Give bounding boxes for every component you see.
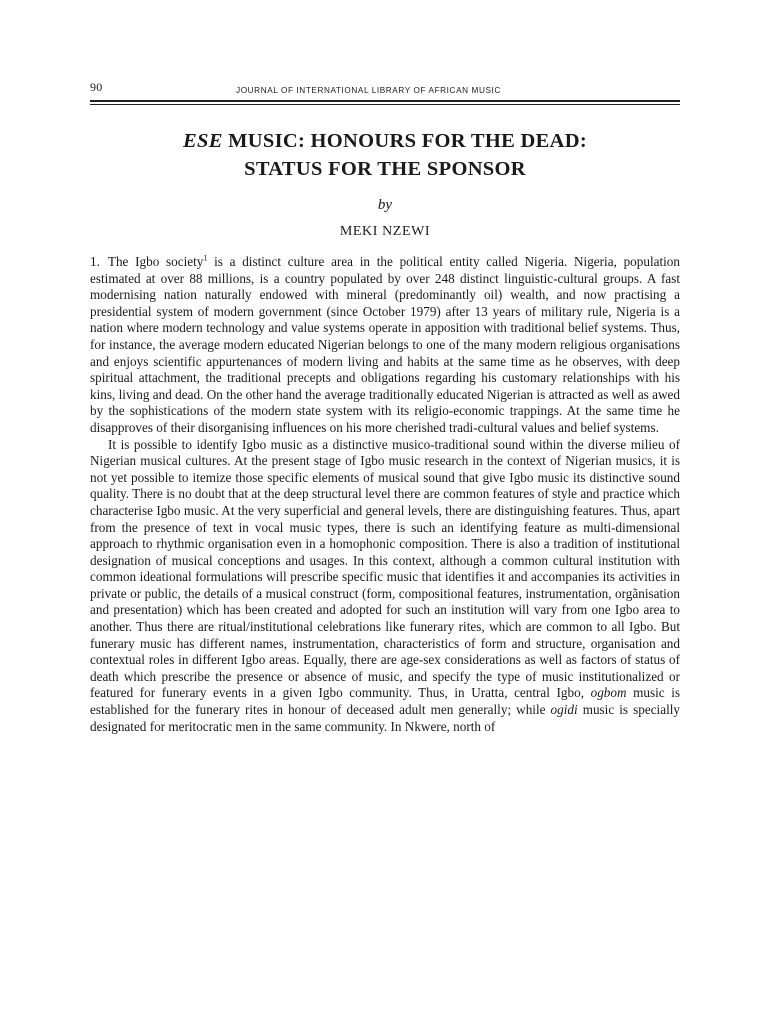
- title-italic-ese: ESE: [183, 130, 223, 152]
- section-number: 1.: [90, 254, 100, 269]
- paragraph-2-text-c: music is specially designated for meritocratic men in the same community. In Nkwere, north of: [90, 702, 680, 734]
- journal-page: [90, 80, 680, 735]
- running-head: [90, 80, 680, 96]
- journal-title: JOURNAL OF INTERNATIONAL LIBRARY OF AFRICAN MUSIC: [236, 86, 501, 95]
- term-ogbom: ogbom: [590, 685, 627, 701]
- author-name: MEKI NZEWI: [339, 224, 431, 239]
- page-number: 90: [90, 80, 103, 94]
- paragraph-2-text-b: music is established for the funerary rites in honour of deceased adult men generally; while: [90, 685, 680, 718]
- byline-by: by: [377, 197, 393, 213]
- header-rule-thin: [90, 104, 680, 105]
- title-line-2: STATUS FOR THE SPONSOR: [244, 158, 526, 180]
- paragraph-2-text-a: It is possible to identify Igbo music as a distinctive musico-traditional sound within the diverse milieu of Nigerian musical cultures. At the present stage of Igbo music research in the context of Nigerian musics, it is not yet possible to itemize those specific elements of musical sound that give Igbo music its distinctive sound quality. There is no doubt that at the deep structural level there are common features of style and practice which characterise Igbo music. At the very superficial and general levels, there are distinguishing features. Thus, apart from the presence of text in vocal music types, there is such an identifying feature as multi-dimensional approach to rhythmic organisation even in a homophonic composition. There is also a tradition of institutional designation of musical conceptions and usages. In this context, although a common cultural institution with common ideational formulations will prescribe specific music that identifies it and accompanies its activities in private or public, the details of a musical construct (form, compositional features, instrumentation, orgãnisation and presentation) which has been created and adopted for such an institution will vary from one Igbo area to another. Thus there are ritual/institutional celebrations like funerary rites, which are common to all Igbo. But funerary music has different names, instrumentation, characteristics of form and structure, organisation and contextual roles in different Igbo areas. Equally, there are age-sex considerations as well as factors of status of death which prescribe the presence or absence of music, and specify the type of music institutionalized or featured for funerary events in a given Igbo community. Thus, in Uratta, central Igbo,: [90, 436, 680, 701]
- article-body: [90, 254, 680, 735]
- term-ogidi: ogidi: [550, 702, 578, 718]
- title-line-1: [90, 127, 680, 155]
- paragraph-1-lead: The Igbo society: [107, 254, 204, 269]
- article-title: [90, 127, 680, 183]
- paragraph-2: [90, 437, 680, 736]
- paragraph-1-text: is a distinct culture area in the political entity called Nigeria. Nigeria, population estimated at over 88 millions, is a country populated by over 248 distinct linguistic-cultural groups. A fast modernising nation naturally endowed with mineral (predominantly oil) wealth, and now practising a presidential system of modern government (since October 1979) after 13 years of military rule, Nigeria is a nation where modern technology and value systems operate in apposition with traditional belief systems. Thus, for instance, the average modern educated Nigerian belongs to one of the many modern religious organisations and enjoys scientific appurtenances of modern living and habits at the same time as he observes, with deep spiritual attachment, the traditional precepts and obligations regarding his customary relationships with his kins, living and dead. On the other hand the average traditionally educated Nigerian is attracted as well as awed by the sophistications of the modern state system with its religio-economic trappings. At the same time he disapproves of their disorganising influences on his more cherished tradi-cultural values and belief systems.: [90, 254, 680, 435]
- footnote-marker: 1: [203, 253, 208, 263]
- header-rule-thick: [90, 100, 680, 102]
- paragraph-1: [90, 254, 680, 437]
- title-line-1-rest: MUSIC: HONOURS FOR THE DEAD:: [222, 130, 587, 152]
